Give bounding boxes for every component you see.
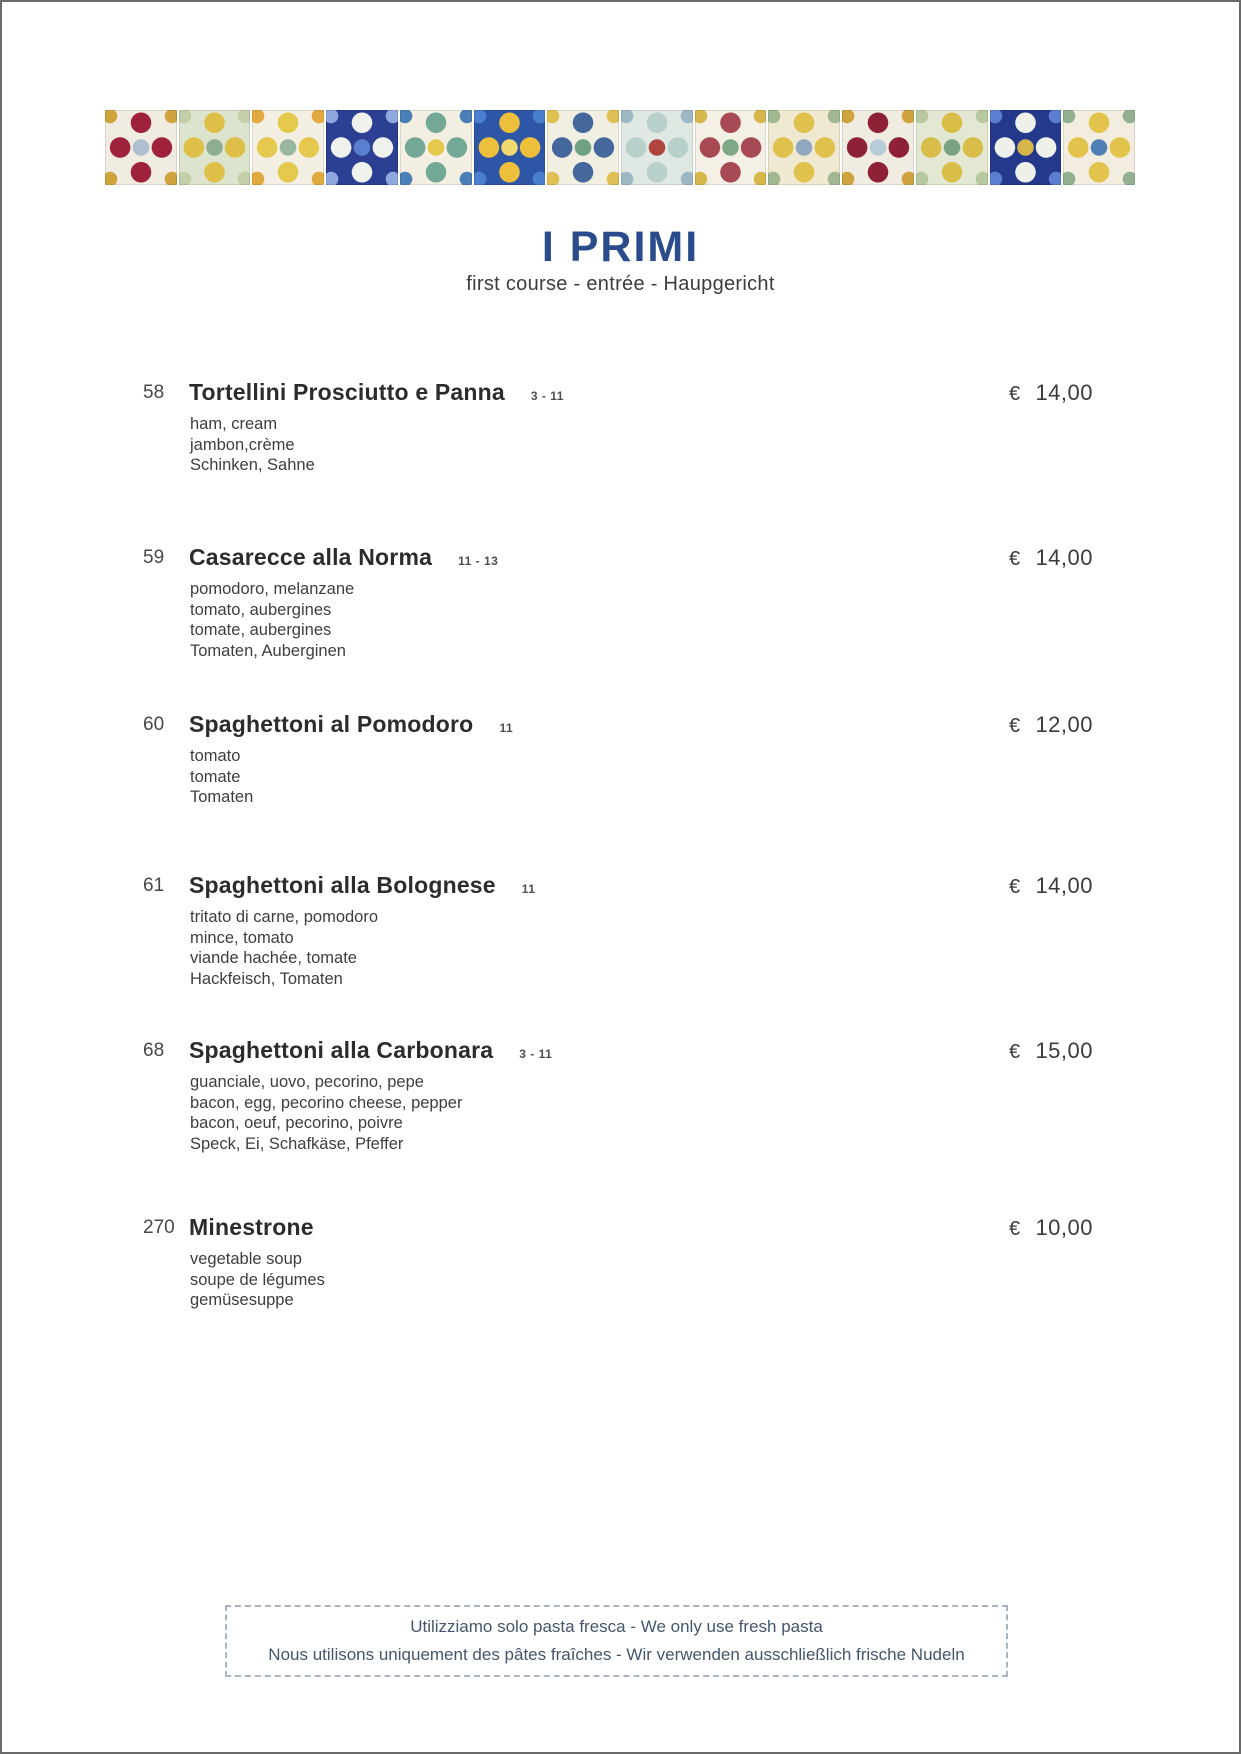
menu-item xyxy=(2,710,1239,808)
menu-item xyxy=(2,1036,1239,1154)
menu-item xyxy=(2,378,1239,476)
item-price xyxy=(1009,380,1093,406)
item-description-line: viande hachée, tomate xyxy=(190,949,357,967)
item-description-line: gemüsesuppe xyxy=(190,1291,294,1309)
item-allergens: 3 - 11 xyxy=(519,1047,553,1061)
page-title: I PRIMI xyxy=(541,223,700,271)
item-description-line: tomate xyxy=(190,767,241,786)
item-number: 59 xyxy=(143,547,165,568)
item-descriptions xyxy=(190,1249,1239,1311)
page-subtitle: first course - entrée - Haupgericht xyxy=(466,273,775,295)
item-price-amount: 14,00 xyxy=(1035,545,1093,570)
majolica-tile xyxy=(621,110,693,185)
item-name: Casarecce alla Norma xyxy=(189,544,433,570)
euro-sign: € xyxy=(1009,548,1021,570)
item-price xyxy=(1009,1038,1093,1064)
majolica-tile xyxy=(768,110,840,185)
item-description-line: Tomaten, Auberginen xyxy=(190,641,346,660)
fresh-pasta-note xyxy=(225,1605,1008,1677)
majolica-tile xyxy=(695,110,767,185)
item-descriptions xyxy=(190,907,1239,989)
item-price xyxy=(1009,712,1093,738)
euro-sign: € xyxy=(1009,1218,1021,1240)
menu-item xyxy=(2,1213,1239,1311)
item-description-line: jambon,crème xyxy=(190,435,295,454)
item-price-amount: 10,00 xyxy=(1035,1215,1093,1240)
item-description-line: ham, cream xyxy=(190,415,278,433)
majolica-tile xyxy=(1063,110,1135,185)
euro-sign: € xyxy=(1009,1041,1021,1063)
item-descriptions xyxy=(190,414,1239,476)
majolica-tile xyxy=(252,110,324,185)
item-description-line: Speck, Ei, Schafkäse, Pfeffer xyxy=(190,1134,404,1153)
item-description-line: guanciale, uovo, pecorino, pepe xyxy=(190,1073,424,1091)
item-description-line: bacon, oeuf, pecorino, poivre xyxy=(190,1114,403,1132)
item-price xyxy=(1009,545,1093,571)
euro-sign: € xyxy=(1009,876,1021,898)
majolica-tile xyxy=(474,110,546,185)
item-number: 61 xyxy=(143,875,165,896)
majolica-tile xyxy=(179,110,251,185)
majolica-tile xyxy=(326,110,398,185)
item-name: Spaghettoni alla Bolognese xyxy=(189,872,496,898)
item-descriptions xyxy=(190,1072,1239,1154)
majolica-tile xyxy=(916,110,988,185)
item-allergens: 11 xyxy=(499,721,514,735)
item-descriptions xyxy=(190,579,1239,661)
item-allergens: 11 - 13 xyxy=(458,554,499,568)
item-description-line: pomodoro, melanzane xyxy=(190,580,355,598)
item-price-amount: 14,00 xyxy=(1035,873,1093,898)
item-name: Spaghettoni al Pomodoro xyxy=(189,711,474,737)
item-description-line: vegetable soup xyxy=(190,1250,302,1268)
item-price-amount: 12,00 xyxy=(1035,712,1093,737)
menu-item xyxy=(2,543,1239,661)
majolica-tile xyxy=(547,110,619,185)
majolica-tile xyxy=(400,110,472,185)
euro-sign: € xyxy=(1009,715,1021,737)
item-number: 60 xyxy=(143,714,165,735)
item-description-line: mince, tomato xyxy=(190,928,294,947)
menu-item xyxy=(2,871,1239,989)
majolica-tile xyxy=(105,110,177,185)
item-description-line: Tomaten xyxy=(190,788,254,806)
item-name: Minestrone xyxy=(189,1214,314,1240)
item-price xyxy=(1009,1215,1093,1241)
item-number: 58 xyxy=(143,382,165,403)
item-name: Tortellini Prosciutto e Panna xyxy=(189,379,505,405)
item-descriptions xyxy=(190,746,1239,808)
item-description-line: tritato di carne, pomodoro xyxy=(190,908,379,926)
item-name: Spaghettoni alla Carbonara xyxy=(189,1037,494,1063)
item-description-line: Schinken, Sahne xyxy=(190,456,315,474)
item-allergens: 11 xyxy=(521,882,536,896)
item-description-line: tomato xyxy=(190,747,241,765)
item-description-line: soupe de légumes xyxy=(190,1270,325,1289)
majolica-tile xyxy=(990,110,1062,185)
decorative-tile-border xyxy=(105,110,1135,185)
note-line-2: Nous utilisons uniquement des pâtes fraîches - Wir verwenden ausschließlich frische Nudeln xyxy=(268,1644,965,1664)
item-number: 68 xyxy=(143,1040,165,1061)
item-price-amount: 15,00 xyxy=(1035,1038,1093,1063)
euro-sign: € xyxy=(1009,383,1021,405)
majolica-tile xyxy=(842,110,914,185)
item-description-line: tomate, aubergines xyxy=(190,621,332,639)
note-line-1: Utilizziamo solo pasta fresca - We only use fresh pasta xyxy=(410,1617,823,1637)
item-number: 270 xyxy=(143,1217,175,1238)
item-description-line: Hackfeisch, Tomaten xyxy=(190,969,343,988)
item-description-line: tomato, aubergines xyxy=(190,600,332,619)
item-description-line: bacon, egg, pecorino cheese, pepper xyxy=(190,1093,463,1112)
item-price xyxy=(1009,873,1093,899)
item-allergens: 3 - 11 xyxy=(530,389,564,403)
item-price-amount: 14,00 xyxy=(1035,380,1093,405)
